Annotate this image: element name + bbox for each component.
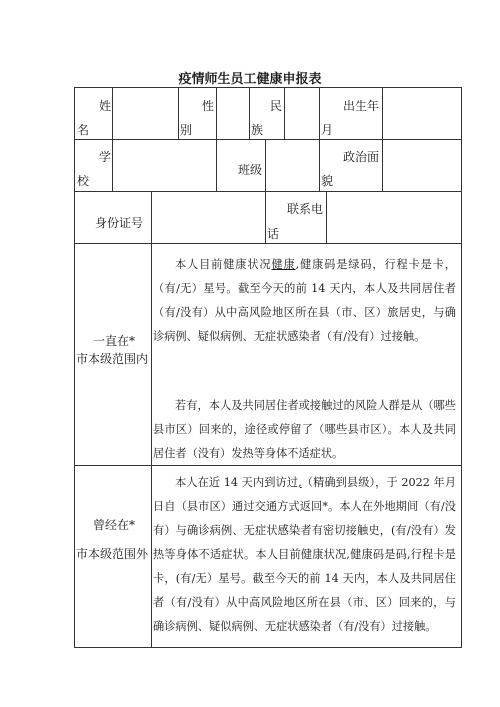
row-divider	[75, 139, 461, 140]
gender-label-top: 性	[202, 99, 215, 113]
column-divider	[151, 243, 152, 647]
para-text: 本人在近 14 天内到访过	[175, 476, 299, 489]
out-city-label-top: 曾经在*	[93, 518, 136, 532]
column-divider	[249, 88, 250, 139]
health-declaration-form	[74, 87, 462, 648]
form-title: 疫情师生员工健康申报表	[178, 72, 322, 87]
in-city-paragraph-1	[153, 253, 456, 349]
school-label-top: 学	[99, 150, 112, 164]
in-city-paragraph-2: 若有，本人及共同居住者或接触过的风险人群是从（哪些县市区）回来的，途径或停留了（哪些县市区）。本人及共同居住者（没有）发热等身体不适症状。	[153, 399, 456, 460]
visited-place-value: ,	[298, 476, 302, 489]
column-divider	[216, 88, 217, 139]
column-divider	[112, 88, 113, 139]
column-divider	[382, 139, 383, 191]
column-divider	[382, 88, 383, 139]
column-divider	[151, 191, 152, 243]
column-divider	[178, 88, 179, 139]
phone-label-top: 联系电	[287, 202, 324, 216]
para-text: 本人目前健康状况	[175, 258, 272, 271]
column-divider	[326, 191, 327, 243]
column-divider	[112, 139, 113, 191]
column-divider	[265, 139, 266, 191]
out-city-paragraph	[153, 471, 456, 639]
column-divider	[319, 139, 320, 191]
row-divider	[75, 191, 461, 192]
political-label-top: 政治面	[343, 150, 380, 164]
name-label-bottom: 名	[77, 123, 90, 137]
phone-label-bottom: 话	[267, 227, 280, 241]
in-city-label-top: 一直在*	[93, 334, 136, 348]
health-status-value: 健康	[271, 258, 296, 271]
column-divider	[265, 191, 266, 243]
out-city-label-bottom: 市本级范围外	[76, 547, 149, 561]
column-divider	[216, 139, 217, 191]
para-text: ,健康码是绿码，行程卡是卡，（有/无）星号。截至今天的前 14 天内，本人及共同居住者（有/没有）从中高风险地区所在县（市、区）旅居史，与确诊病例、疑似病例、无症状感染者（有/没有）过接触。	[153, 258, 456, 343]
school-label-bottom: 校	[77, 174, 90, 188]
row-divider	[75, 243, 461, 244]
column-divider	[319, 88, 320, 139]
para-text: （精确到县级），于 2022 年月日自（县市区）通过交通方式返回*。本人在外地期间（有/没有）与确诊病例、无症状感染者有密切接触史，(有/没有）发热等身体不适症状。本人目前健康状况,健康码是码,行程卡是卡，(有/无）星号。截至今天的前 14 天内，本人及共同居住者（有/没有）从中高风险地区所在县（市、区）回来的，与确诊病例、疑似病例、无症状感染者（有/没有）过接触。	[153, 476, 457, 633]
political-label-bottom: 貌	[321, 174, 334, 188]
name-label-top: 姓	[99, 99, 112, 113]
class-label: 班级	[238, 163, 263, 177]
id-number-label: 身份证号	[95, 216, 144, 230]
ethnic-label-top: 民	[270, 99, 283, 113]
birth-label-bottom: 月	[321, 123, 334, 137]
ethnic-label-bottom: 族	[251, 123, 264, 137]
gender-label-bottom: 别	[180, 123, 193, 137]
birth-label-top: 出生年	[343, 99, 380, 113]
column-divider	[284, 88, 285, 139]
in-city-label-bottom: 市本级范围内	[76, 352, 149, 366]
